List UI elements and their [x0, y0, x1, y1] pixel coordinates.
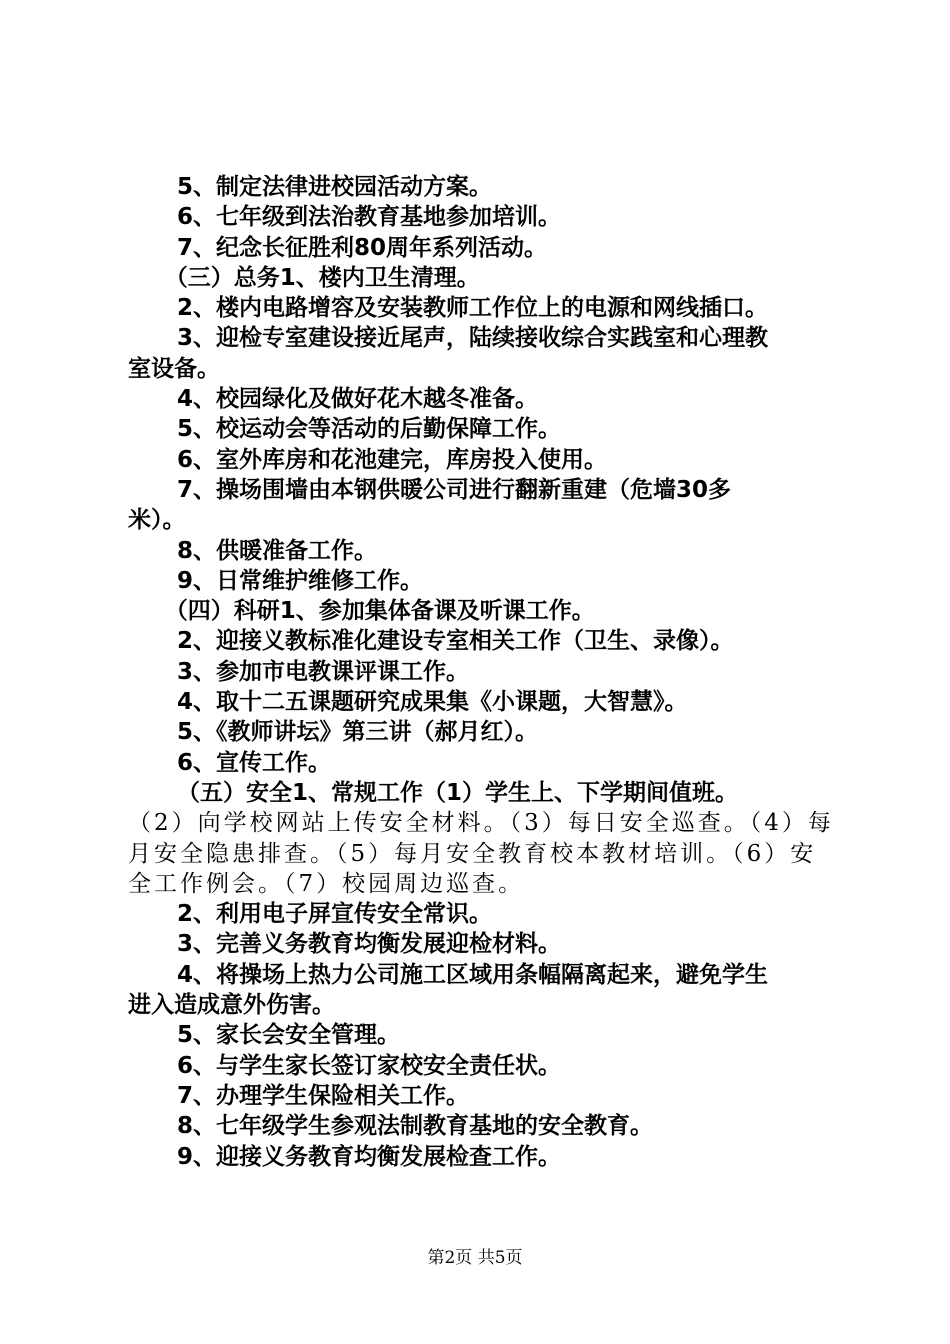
text-line: 室设备。: [128, 355, 220, 382]
text-line: 米）。: [128, 507, 186, 534]
text-line: （四）科研1、参加集体备课及听课工作。: [164, 598, 595, 625]
text-line: 7、纪念长征胜利80周年系列活动。: [177, 234, 548, 261]
text-line: 5、校运动会等活动的后勤保障工作。: [177, 416, 562, 443]
text-line: （五）安全1、常规工作（1）学生上、下学期间值班。: [177, 779, 739, 806]
text-line: 9、日常维护维修工作。: [177, 567, 424, 594]
text-line: 2、楼内电路增容及安装教师工作位上的电源和网线插口。: [177, 295, 769, 322]
text-line: 9、迎接义务教育均衡发展检查工作。: [177, 1143, 562, 1170]
text-line: 5、家长会安全管理。: [177, 1022, 401, 1049]
text-line: 8、七年级学生参观法制教育基地的安全教育。: [177, 1113, 654, 1140]
document-body: [128, 172, 832, 1172]
text-line: 月安全隐患排查。（5）每月安全教育校本教材培训。（6）安: [128, 840, 817, 867]
text-line: 2、利用电子屏宣传安全常识。: [177, 901, 493, 928]
text-line: 3、迎检专室建设接近尾声，陆续接收综合实践室和心理教: [177, 325, 769, 352]
text-line: 3、完善义务教育均衡发展迎检材料。: [177, 931, 562, 958]
text-line: 全工作例会。（7）校园周边巡查。: [128, 870, 525, 897]
text-line: 4、将操场上热力公司施工区域用条幅隔离起来，避免学生: [177, 961, 769, 988]
text-line: 7、操场围墙由本钢供暖公司进行翻新重建（危墙30多: [177, 476, 732, 503]
text-line: 进入造成意外伤害。: [128, 992, 335, 1019]
text-line: 6、七年级到法治教育基地参加培训。: [177, 204, 562, 231]
text-line: 3、参加市电教课评课工作。: [177, 658, 470, 685]
text-line: 4、取十二五课题研究成果集《小课题，大智慧》。: [177, 689, 688, 716]
text-line: （2）向学校网站上传安全材料。（3）每日安全巡查。（4）每: [128, 810, 834, 837]
text-line: 7、办理学生保险相关工作。: [177, 1082, 470, 1109]
text-line: 6、室外库房和花池建完，库房投入使用。: [177, 446, 608, 473]
text-line: 2、迎接义教标准化建设专室相关工作（卫生、录像）。: [177, 628, 734, 655]
text-line: 4、校园绿化及做好花木越冬准备。: [177, 386, 539, 413]
text-line: 8、供暖准备工作。: [177, 537, 378, 564]
text-line: 5、制定法律进校园活动方案。: [177, 174, 493, 200]
text-line: 6、与学生家长签订家校安全责任状。: [177, 1052, 562, 1079]
text-line: 6、宣传工作。: [177, 749, 332, 776]
text-line: （三）总务1、楼内卫生清理。: [164, 264, 480, 291]
page-footer: 第2页 共5页: [427, 1248, 523, 1268]
text-line: 5、《教师讲坛》第三讲（郝月红）。: [177, 719, 539, 746]
